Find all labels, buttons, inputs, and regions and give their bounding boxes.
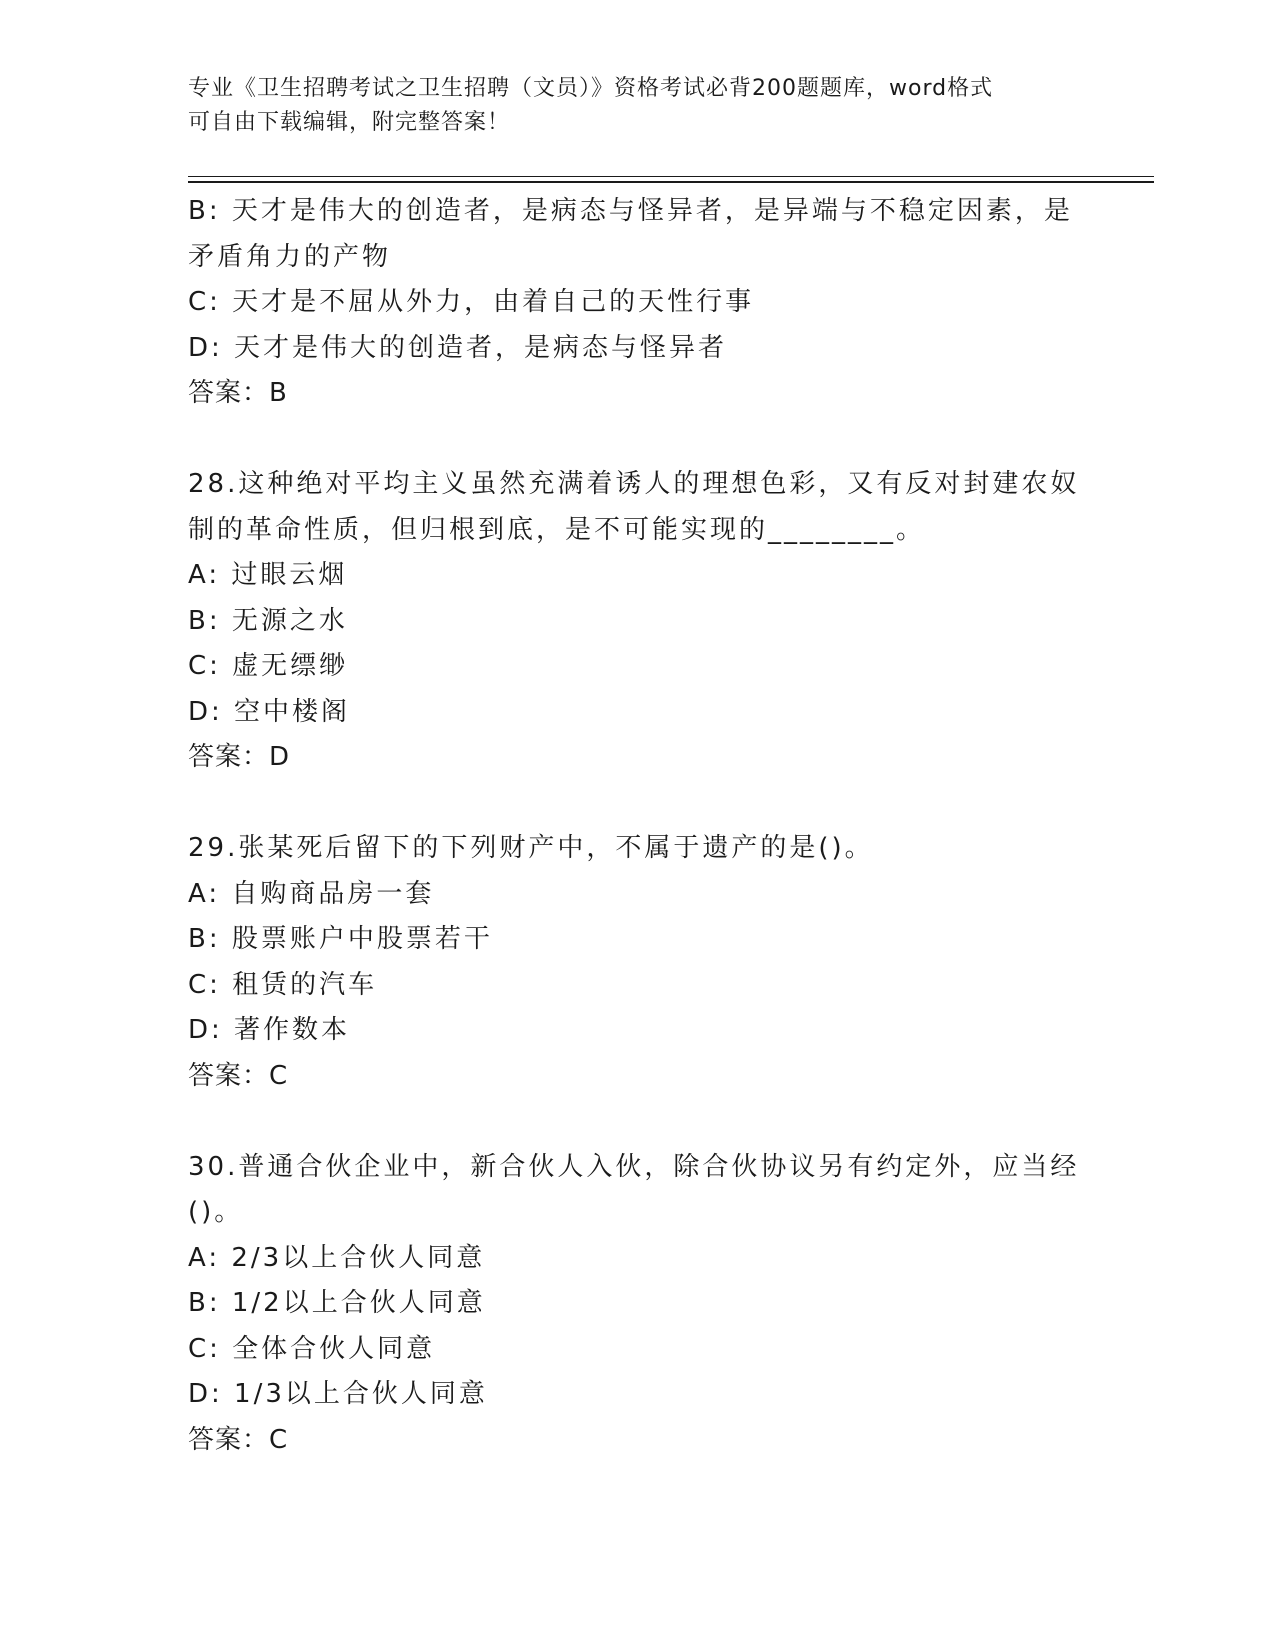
header-title-line-1: 专业《卫生招聘考试之卫生招聘（文员）》资格考试必背200题题库，word格式 (188, 76, 994, 101)
q30-option-a: A: 2/3以上合伙人同意 (188, 1242, 486, 1273)
q29-answer: 答案：C (188, 1060, 289, 1091)
q30-option-c: C: 全体合伙人同意 (188, 1333, 436, 1364)
question-30 (188, 1145, 1088, 1464)
question-29 (188, 826, 1088, 1099)
q30-option-d: D: 1/3以上合伙人同意 (188, 1379, 488, 1409)
q30-stem-line-1: 30.普通合伙企业中，新合伙人入伙，除合伙协议另有约定外，应当经 (188, 1151, 1080, 1182)
q29-option-c: C: 租赁的汽车 (188, 969, 378, 1000)
q27-answer: 答案：B (188, 378, 288, 408)
q27-option-d: D: 天才是伟大的创造者，是病态与怪异者 (188, 332, 728, 363)
question-27-tail (188, 189, 1088, 417)
q30-stem-line-2: ()。 (188, 1197, 244, 1227)
spacer (188, 1099, 1088, 1145)
q28-option-a: A: 过眼云烟 (188, 560, 348, 590)
q29-stem-line-1: 29.张某死后留下的下列财产中，不属于遗产的是()。 (188, 833, 874, 863)
q30-option-b: B: 1/2以上合伙人同意 (188, 1288, 486, 1318)
q29-option-a: A: 自购商品房一套 (188, 878, 435, 909)
q28-stem-line-1: 28.这种绝对平均主义虽然充满着诱人的理想色彩，又有反对封建农奴 (188, 469, 1080, 499)
header-divider-thin (188, 176, 1154, 177)
q28-option-c: C: 虚无缥缈 (188, 651, 349, 681)
q28-stem-line-2: 制的革命性质，但归根到底，是不可能实现的________。 (188, 514, 926, 545)
q28-answer: 答案：D (188, 742, 291, 772)
header-title-line-2: 可自由下载编辑，附完整答案！ (188, 110, 511, 135)
q28-option-d: D: 空中楼阁 (188, 696, 351, 727)
q28-option-b: B: 无源之水 (188, 605, 348, 636)
q30-answer: 答案：C (188, 1424, 289, 1455)
header-divider-thick (188, 181, 1154, 183)
question-content (188, 189, 1088, 1463)
q29-option-b: B: 股票账户中股票若干 (188, 924, 493, 954)
spacer (188, 417, 1088, 463)
q27-option-b-line-1: B: 天才是伟大的创造者，是病态与怪异者，是异端与不稳定因素，是 (188, 196, 1073, 226)
q27-option-c: C: 天才是不屈从外力，由着自己的天性行事 (188, 287, 755, 317)
question-28 (188, 462, 1088, 781)
document-header (188, 72, 1088, 140)
spacer (188, 781, 1088, 827)
q29-option-d: D: 著作数本 (188, 1015, 351, 1045)
q27-option-b-line-2: 矛盾角力的产物 (188, 241, 392, 272)
